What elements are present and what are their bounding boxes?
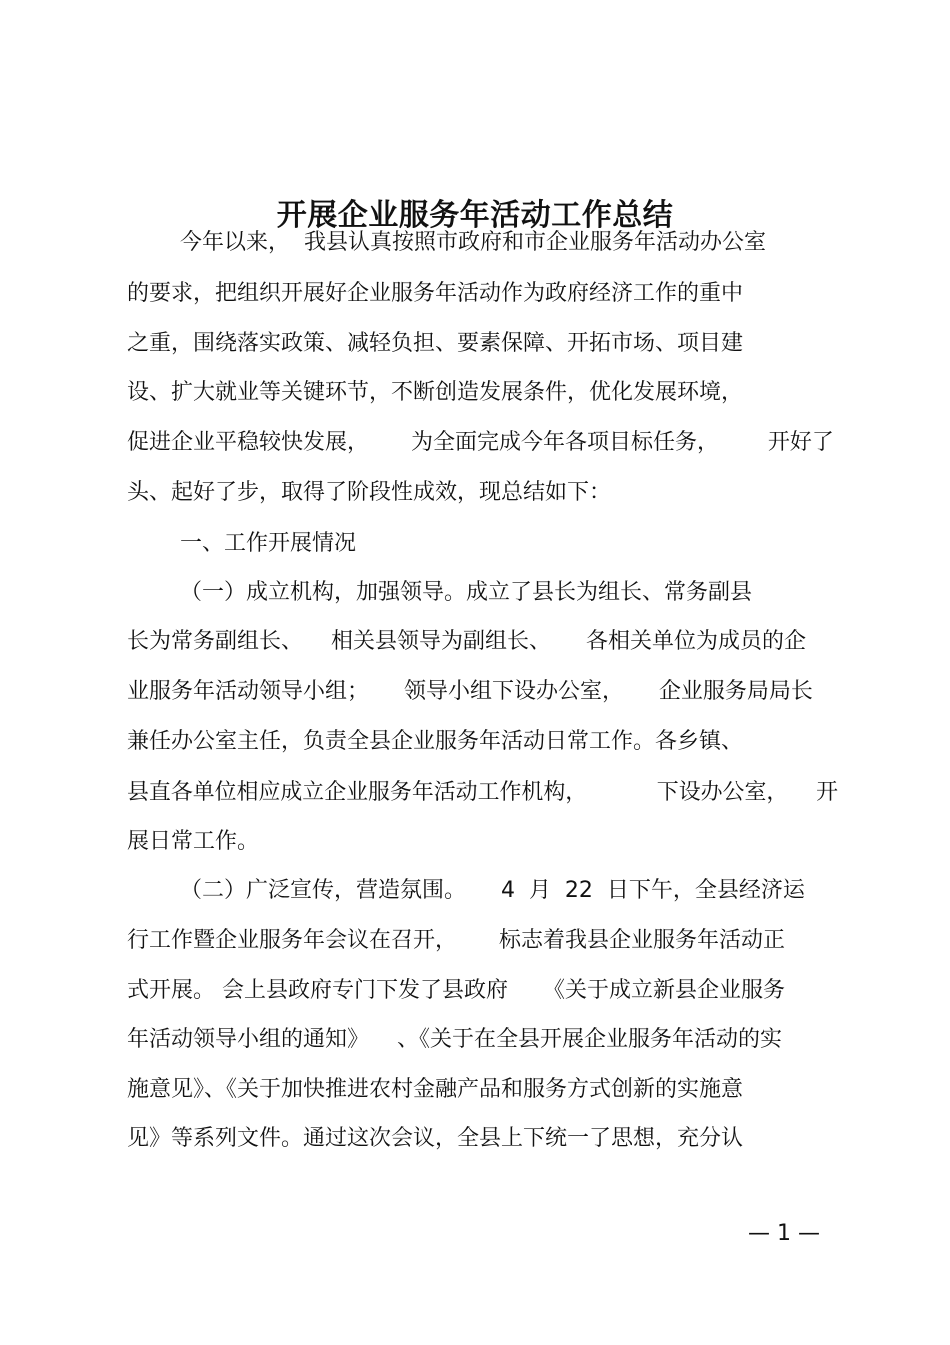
paragraph-line: 行工作暨企业服务年会议在召开， 标志着我县企业服务年活动正 — [127, 928, 785, 953]
paragraph-line: （一）成立机构，加强领导。成立了县长为组长、常务副县 — [180, 580, 753, 605]
paragraph-line: 年活动领导小组的通知》 、《关于在全县开展企业服务年活动的实 — [127, 1027, 782, 1052]
page-number: — 1 — — [748, 1221, 820, 1246]
paragraph-line: 见》等系列文件。通过这次会议，全县上下统一了思想，充分认 — [127, 1126, 744, 1151]
paragraph-line: 促进企业平稳较快发展， 为全面完成今年各项目标任务， 开好了 — [127, 430, 834, 455]
paragraph-line: 县直各单位相应成立企业服务年活动工作机构， 下设办公室， 开 — [127, 780, 839, 805]
paragraph-line: 展日常工作。 — [127, 829, 260, 854]
paragraph-line: （二）广泛宣传，营造氛围。 4 月 22 日下午，全县经济运 — [180, 878, 805, 903]
paragraph-line: 之重，围绕落实政策、减轻负担、要素保障、开拓市场、项目建 — [127, 331, 744, 356]
section-heading: 一、工作开展情况 — [180, 531, 357, 556]
paragraph-line: 业服务年活动领导小组； 领导小组下设办公室， 企业服务局局长 — [127, 679, 813, 704]
paragraph-line: 式开展。 会上县政府专门下发了县政府 《关于成立新县企业服务 — [127, 978, 785, 1003]
paragraph-line: 长为常务副组长、 相关县领导为副组长、 各相关单位为成员的企 — [127, 629, 806, 654]
document-title: 开展企业服务年活动工作总结 — [276, 198, 674, 234]
paragraph-line: 今年以来， 我县认真按照市政府和市企业服务年活动办公室 — [180, 230, 766, 255]
paragraph-line: 施意见》、《关于加快推进农村金融产品和服务方式创新的实施意 — [127, 1077, 744, 1102]
paragraph-line: 设、扩大就业等关键环节，不断创造发展条件，优化发展环境， — [127, 380, 744, 405]
paragraph-line: 兼任办公室主任，负责全县企业服务年活动日常工作。各乡镇、 — [127, 729, 744, 754]
paragraph-line: 的要求，把组织开展好企业服务年活动作为政府经济工作的重中 — [127, 281, 744, 306]
paragraph-line: 头、起好了步，取得了阶段性成效，现总结如下： — [127, 480, 612, 505]
